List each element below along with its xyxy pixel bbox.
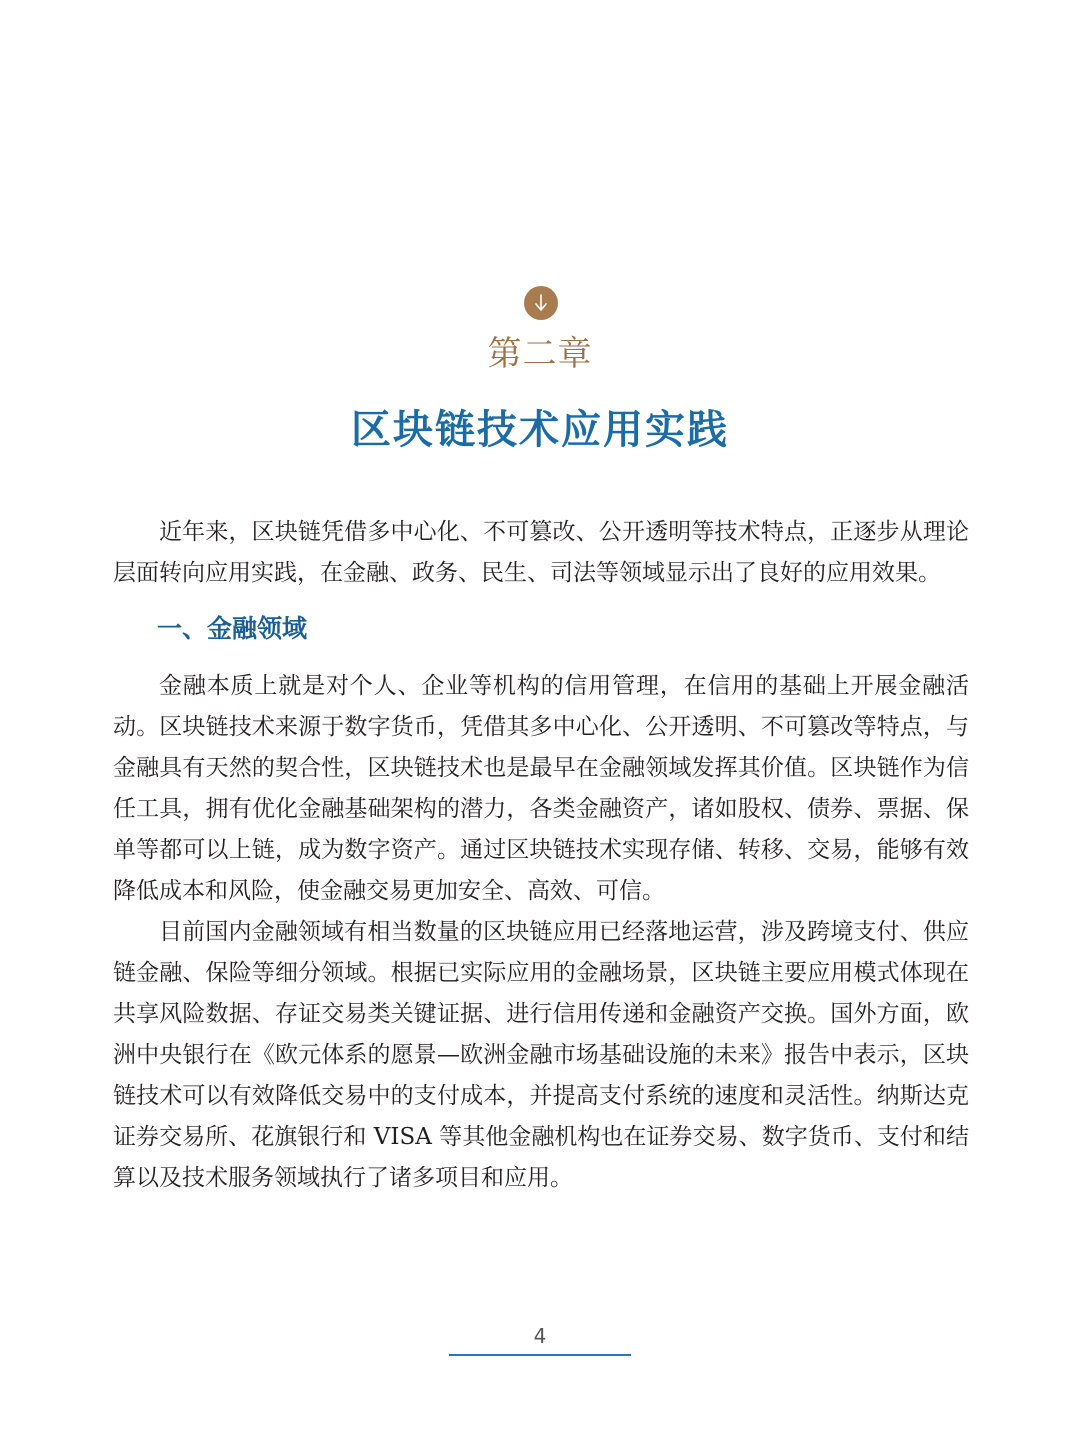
arrow-down-circle-icon (524, 286, 558, 320)
body-paragraph-1: 金融本质上就是对个人、企业等机构的信用管理，在信用的基础上开展金融活动。区块链技术来源于数字货币，凭借其多中心化、公开透明、不可篡改等特点，与金融具有天然的契合性，区块链技术也是最早在金融领域发挥其价值。区块链作为信任工具，拥有优化金融基础架构的潜力，各类金融资产，诸如股权、债券、票据、保单等都可以上链，成为数字资产。通过区块链技术实现存储、转移、交易，能够有效降低成本和风险，使金融交易更加安全、高效、可信。 (113, 673, 969, 904)
body-paragraph-2: 目前国内金融领域有相当数量的区块链应用已经落地运营，涉及跨境支付、供应链金融、保险等细分领域。根据已实际应用的金融场景，区块链主要应用模式体现在共享风险数据、存证交易类关键证据、进行信用传递和金融资产交换。国外方面，欧洲中央银行在《欧元体系的愿景—欧洲金融市场基础设施的未来》报告中表示，区块链技术可以有效降低交易中的支付成本，并提高支付系统的速度和灵活性。纳斯达克证券交易所、花旗银行和 VISA 等其他金融机构也在证券交易、数字货币、支付和结算以及技术服务领域执行了诸多项目和应用。 (113, 919, 969, 1191)
chapter-title: 区块链技术应用实践 (351, 407, 729, 453)
body-content (113, 512, 969, 1199)
footer-rule (449, 1354, 631, 1356)
section-heading: 一、金融领域 (157, 614, 308, 643)
page-number: 4 (533, 1324, 547, 1348)
chapter-label: 第二章 (487, 334, 593, 374)
intro-paragraph: 近年来，区块链凭借多中心化、不可篡改、公开透明等技术特点，正逐步从理论层面转向应用实践，在金融、政务、民生、司法等领域显示出了良好的应用效果。 (113, 519, 969, 586)
